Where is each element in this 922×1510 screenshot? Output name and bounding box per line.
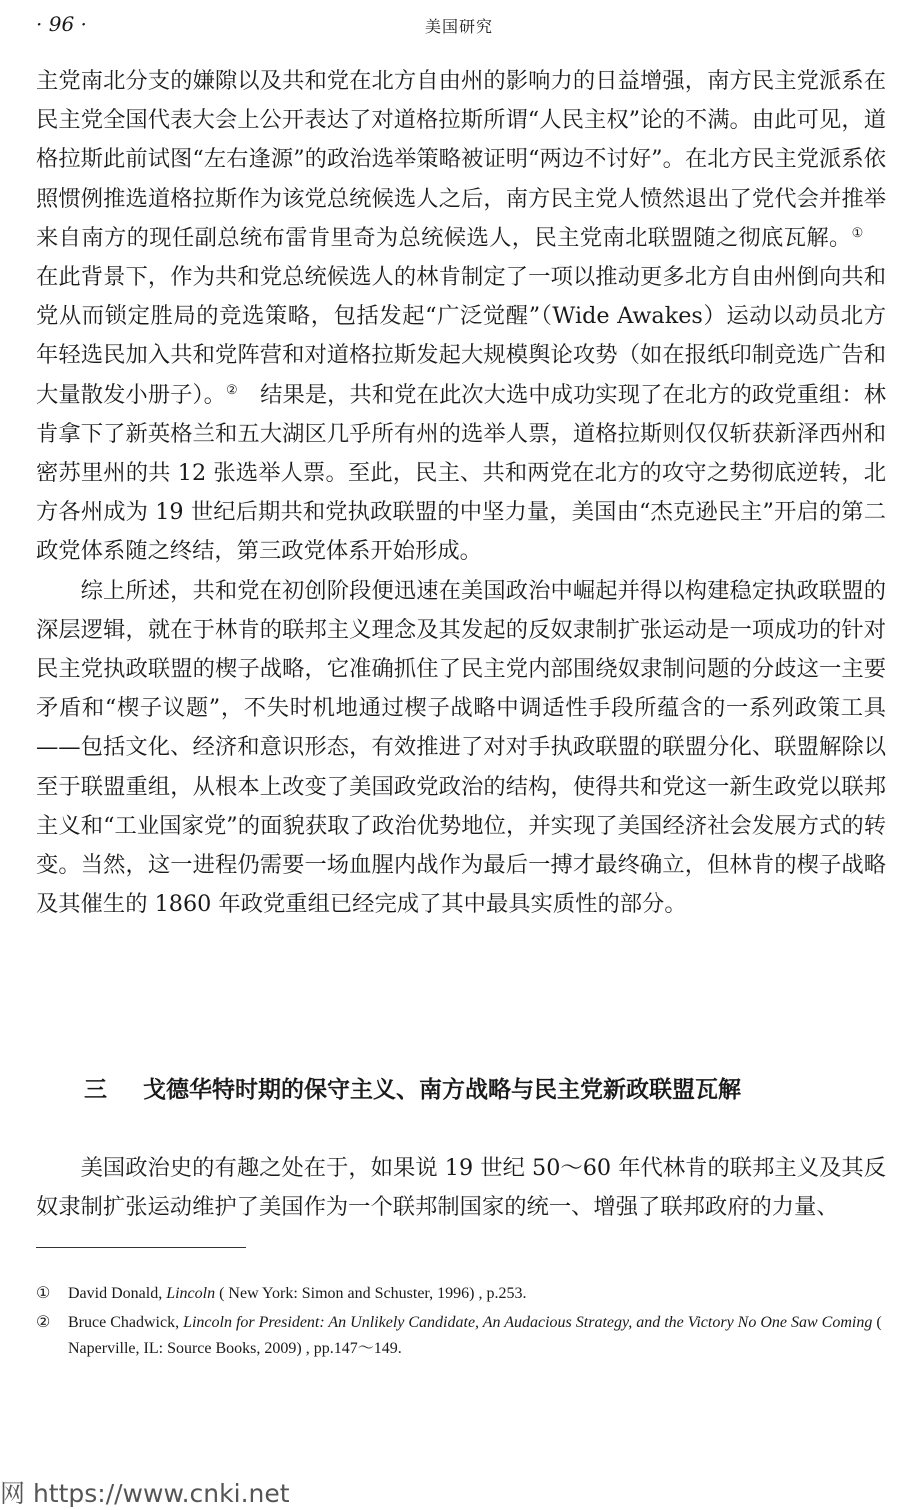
footnote-author: David Donald, (68, 1285, 167, 1302)
paragraph-continued (36, 62, 886, 572)
footnote-1 (36, 1281, 888, 1307)
footnote-publication: ( Naperville, IL: Source Books, 2009) , pp.147～149. (68, 1314, 882, 1357)
footnote-book-title: Lincoln (166, 1285, 216, 1302)
footnotes (36, 1281, 888, 1365)
body-text (36, 62, 886, 924)
paragraph-segment: 主党南北分支的嫌隙以及共和党在北方自由州的影响力的日益增强，南方民主党派系在民主党全国代表大会上公开表达了对道格拉斯所谓“人民主权”论的不满。由此可见，道格拉斯此前试图“左右逢源”的政治选举策略被证明“两边不讨好”。在北方民主党派系依照惯例推选道格拉斯作为该党总统候选人之后，南方民主党人愤然退出了党代会并推举来自南方的现任副总统布雷肯里奇为总统候选人，民主党南北联盟随之彻底瓦解。 (36, 68, 886, 251)
page-number: · 96 · (36, 12, 87, 36)
footnote-2 (36, 1310, 888, 1362)
footnote-divider (36, 1247, 246, 1248)
section-title: 戈德华特时期的保守主义、南方战略与民主党新政联盟瓦解 (143, 1077, 741, 1103)
footnote-author: Bruce Chadwick, (68, 1314, 184, 1331)
footnote-mark: ② (36, 1314, 51, 1331)
paragraph-summary: 综上所述，共和党在初创阶段便迅速在美国政治中崛起并得以构建稳定执政联盟的深层逻辑，就在于林肯的联邦主义理念及其发起的反奴隶制扩张运动是一项成功的针对民主党执政联盟的楔子战略，它准确抓住了民主党内部围绕奴隶制问题的分歧这一主要矛盾和“楔子议题”，不失时机地通过楔子战略中调适性手段所蕴含的一系列政策工具——包括文化、经济和意识形态，有效推进了对对手执政联盟的联盟分化、联盟解除以至于联盟重组，从根本上改变了美国政党政治的结构，使得共和党这一新生政党以联邦主义和“工业国家党”的面貌获取了政治优势地位，并实现了美国经济社会发展方式的转变。当然，这一进程仍需要一场血腥内战作为最后一搏才最终确立，但林肯的楔子战略及其催生的 1860 年政党重组已经完成了其中最具实质性的部分。 (36, 577, 886, 918)
section-heading (36, 1070, 886, 1110)
section-paragraph: 美国政治史的有趣之处在于，如果说 19 世纪 50～60 年代林肯的联邦主义及其反奴隶制扩张运动维护了美国作为一个联邦制国家的统一、增强了联邦政府的力量、 (36, 1155, 886, 1221)
section-body (36, 1149, 886, 1227)
footnote-publication: ( New York: Simon and Schuster, 1996) , p.253. (215, 1285, 527, 1302)
footnote-book-title: Lincoln for President: An Unlikely Candidate, An Audacious Strategy, and the Victory No One Saw Coming (183, 1314, 873, 1331)
section-number: 三 (84, 1077, 107, 1103)
footnote-mark: ① (36, 1285, 51, 1302)
footnote-ref-1[interactable]: ① (851, 225, 864, 241)
paragraph-segment: 结果是，共和党在此次大选中成功实现了在北方的政党重组：林肯拿下了新英格兰和五大湖区几乎所有州的选举人票，道格拉斯则仅仅斩获新泽西州和密苏里州的共 12 张选举人票。至此，民主、共和两党在北方的攻守之势彻底逆转，北方各州成为 19 世纪后期共和党执政联盟的中坚力量，美国由“杰克逊民主”开启的第二政党体系随之终结，第三政党体系开始形成。 (36, 381, 886, 565)
footnote-ref-2[interactable]: ② (226, 382, 238, 398)
paragraph-segment: 在此背景下，作为共和党总统候选人的林肯制定了一项以推动更多北方自由州倒向共和党从而锁定胜局的竞选策略，包括发起“广泛觉醒”（Wide Awakes）运动以动员北方年轻选民加入共和党阵营和对道格拉斯发起大规模舆论攻势（如在报纸印制竞选广告和大量散发小册子）。 (36, 264, 886, 408)
running-header (36, 12, 882, 42)
journal-name: 美国研究 (424, 17, 493, 36)
source-watermark: 网 https://www.cnki.net (0, 1479, 290, 1508)
